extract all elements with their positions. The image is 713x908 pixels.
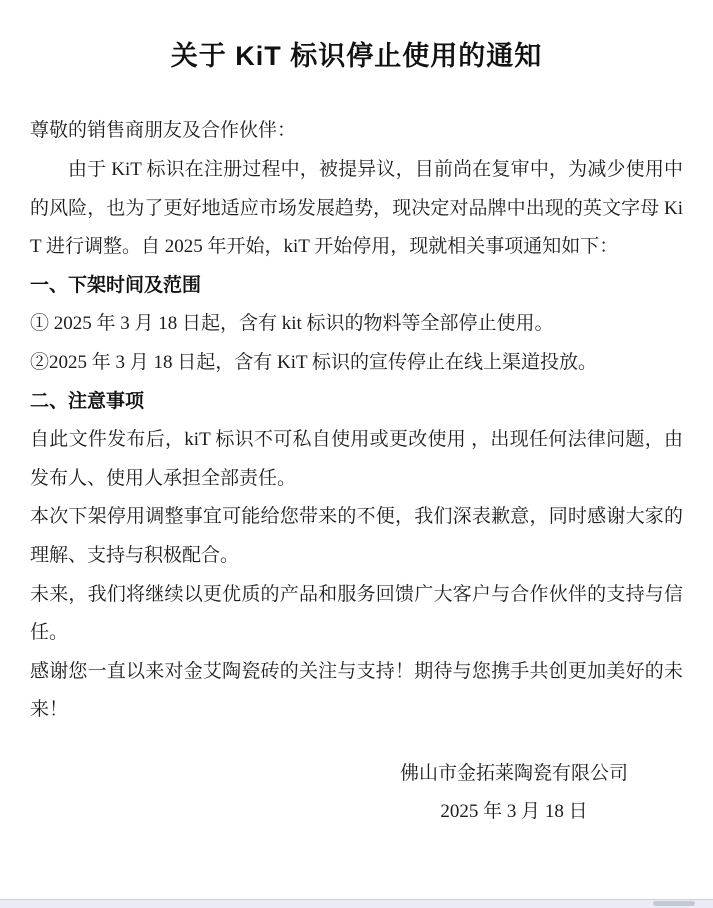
section-2-heading: 二、注意事项 [30,390,145,412]
section-2-paragraph-1: 自此文件发布后，kiT 标识不可私自使用或更改使用 ，出现任何法律问题，由发布人、使用人承担全部责任。 [30,429,683,489]
section-2-paragraph-2: 本次下架停用调整事宜可能给您带来的不便，我们深表歉意，同时感谢大家的理解、支持与积极配合。 [30,506,683,566]
signature-inner [400,755,628,832]
signature-date: 2025 年 3 月 18 日 [440,801,588,823]
section-1-heading: 一、下架时间及范围 [30,274,202,296]
section-1-item-2: ②2025 年 3 月 18 日起，含有 KiT 标识的宣传停止在线上渠道投放。 [30,351,598,373]
signature-company: 佛山市金拓莱陶瓷有限公司 [399,762,628,784]
horizontal-scrollbar[interactable] [0,899,713,908]
section-2-paragraph-3: 未来，我们将继续以更优质的产品和服务回馈广大客户与合作伙伴的支持与信任。 [30,583,683,644]
document-page [0,40,713,832]
horizontal-scrollbar-thumb[interactable] [653,901,695,906]
intro-paragraph: 由于 KiT 标识在注册过程中，被提异议，目前尚在复审中，为减少使用中的风险，也为了更好地适应市场发展趋势，现决定对品牌中出现的英文字母 KiT 进行调整。自 2025 年开始，kiT 开始停用，现就相关事项通知如下： [30,158,683,258]
section-2-paragraph-4: 感谢您一直以来对金艾陶瓷砖的关注与支持！期待与您携手共创更加美好的未来！ [30,660,683,721]
greeting-line: 尊敬的销售商朋友及合作伙伴： [30,120,297,142]
page-title: 关于 KiT 标识停止使用的通知 [170,41,543,71]
section-1-item-1: ① 2025 年 3 月 18 日起，含有 kit 标识的物料等全部停止使用。 [30,313,554,335]
signature-block [30,755,683,832]
